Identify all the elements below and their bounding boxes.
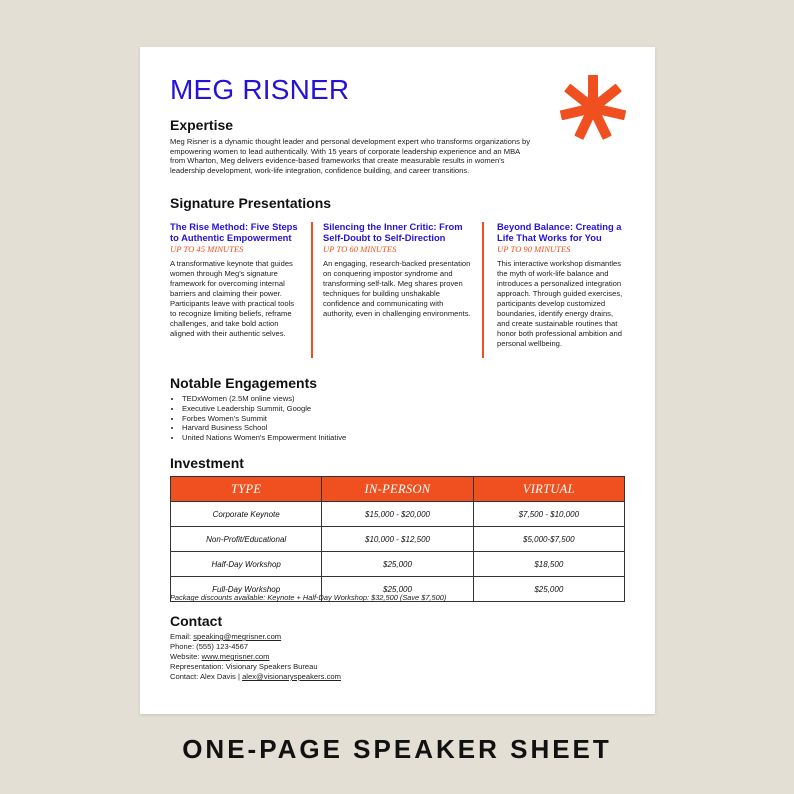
table-cell: Half-Day Workshop — [171, 552, 322, 577]
presentation-card-3 — [497, 222, 625, 349]
table-cell: Non-Profit/Educational — [171, 527, 322, 552]
column-header-type: TYPE — [171, 477, 322, 502]
engagements-list — [170, 394, 346, 443]
table-cell: $25,000 — [473, 577, 624, 602]
presentation-title: Beyond Balance: Creating a Life That Works for You — [497, 221, 622, 243]
table-cell: $10,000 - $12,500 — [322, 527, 473, 552]
contact-heading: Contact — [170, 613, 223, 629]
investment-table — [170, 476, 625, 602]
email-link[interactable]: speaking@megrisner.com — [193, 632, 282, 641]
table-cell: $7,500 - $10,000 — [473, 502, 624, 527]
speaker-sheet — [140, 47, 655, 714]
contact-person-line — [170, 672, 341, 682]
presentation-duration: UP TO 90 MINUTES — [497, 244, 571, 255]
column-header-in-person: IN-PERSON — [322, 477, 473, 502]
contact-email-line — [170, 632, 341, 642]
presentation-description: A transformative keynote that guides women through Meg's signature framework for overcoming internal barriers and claiming their power. Participants leave with practical tools to recognize limiting beliefs, reframe challenges, and take bold action aligned with their authentic selves. — [170, 259, 295, 339]
table-header-row — [171, 477, 625, 502]
list-item: • United Nations Women's Empowerment Initiative — [182, 433, 346, 443]
website-link[interactable]: www.megrisner.com — [201, 652, 270, 661]
list-item: • Executive Leadership Summit, Google — [182, 404, 346, 414]
column-header-virtual: VIRTUAL — [473, 477, 624, 502]
contact-block — [170, 632, 341, 682]
presentation-title: Silencing the Inner Critic: From Self-Doubt to Self-Direction — [323, 221, 463, 243]
table-cell: $18,500 — [473, 552, 624, 577]
divider-line — [311, 222, 313, 358]
presentation-duration: UP TO 45 MINUTES — [170, 244, 244, 255]
table-cell: $15,000 - $20,000 — [322, 502, 473, 527]
table-row — [171, 552, 625, 577]
list-item: • TEDxWomen (2.5M online views) — [182, 394, 346, 404]
package-note: Package discounts available: Keynote + Half-Day Workshop: $32,500 (Save $7,500) — [170, 593, 447, 602]
investment-heading: Investment — [170, 455, 244, 471]
email-label: Email: — [170, 632, 192, 641]
contact-phone: Phone: (555) 123-4567 — [170, 642, 249, 651]
footer-title: ONE-PAGE SPEAKER SHEET — [182, 734, 612, 764]
table-cell: Full-Day Workshop — [171, 577, 322, 602]
website-label: Website: — [170, 652, 200, 661]
presentation-card-1 — [170, 222, 302, 339]
contact-email-link[interactable]: alex@visionaryspeakers.com — [242, 672, 341, 681]
divider-line — [482, 222, 484, 358]
list-item: • Harvard Business School — [182, 423, 346, 433]
presentation-title: The Rise Method: Five Steps to Authentic Empowerment — [170, 221, 298, 243]
speaker-name: MEG RISNER — [170, 74, 350, 105]
presentation-description: An engaging, research-backed presentation on conquering impostor syndrome and transforming self-talk. Meg shares proven techniques for building unshakable confidence and communicating with authority, even in challenging environments. — [323, 259, 471, 319]
asterisk-icon — [558, 73, 628, 143]
presentation-description: This interactive workshop dismantles the myth of work-life balance and introduces a personalized integration approach. Through guided exercises, participants develop customized boundaries, identify energy drains, and create sustainable routines that honor both professional ambition and personal wellbeing. — [497, 259, 623, 349]
contact-website-line — [170, 652, 341, 662]
table-cell: Corporate Keynote — [171, 502, 322, 527]
list-item: • Forbes Women's Summit — [182, 414, 346, 424]
expertise-heading: Expertise — [170, 117, 234, 133]
engagements-heading: Notable Engagements — [170, 375, 318, 391]
table-row — [171, 527, 625, 552]
table-cell: $25,000 — [322, 552, 473, 577]
presentations-heading: Signature Presentations — [170, 195, 332, 211]
contact-representation: Representation: Visionary Speakers Bureau — [170, 662, 318, 671]
expertise-text: Meg Risner is a dynamic thought leader and personal development expert who transforms organizations by empowering women to lead authentically. With 15 years of corporate leadership experience and an MBA from Wharton, Meg delivers evidence-based frameworks that create measurable results in women's leadership development, work-life integration, confidence building, and career transitions. — [170, 137, 531, 175]
contact-person-label: Contact: Alex Davis | — [170, 672, 240, 681]
table-row — [171, 502, 625, 527]
table-cell: $5,000-$7,500 — [473, 527, 624, 552]
presentation-card-2 — [323, 222, 475, 319]
presentation-duration: UP TO 60 MINUTES — [323, 244, 397, 255]
table-cell: $25,000 — [322, 577, 473, 602]
